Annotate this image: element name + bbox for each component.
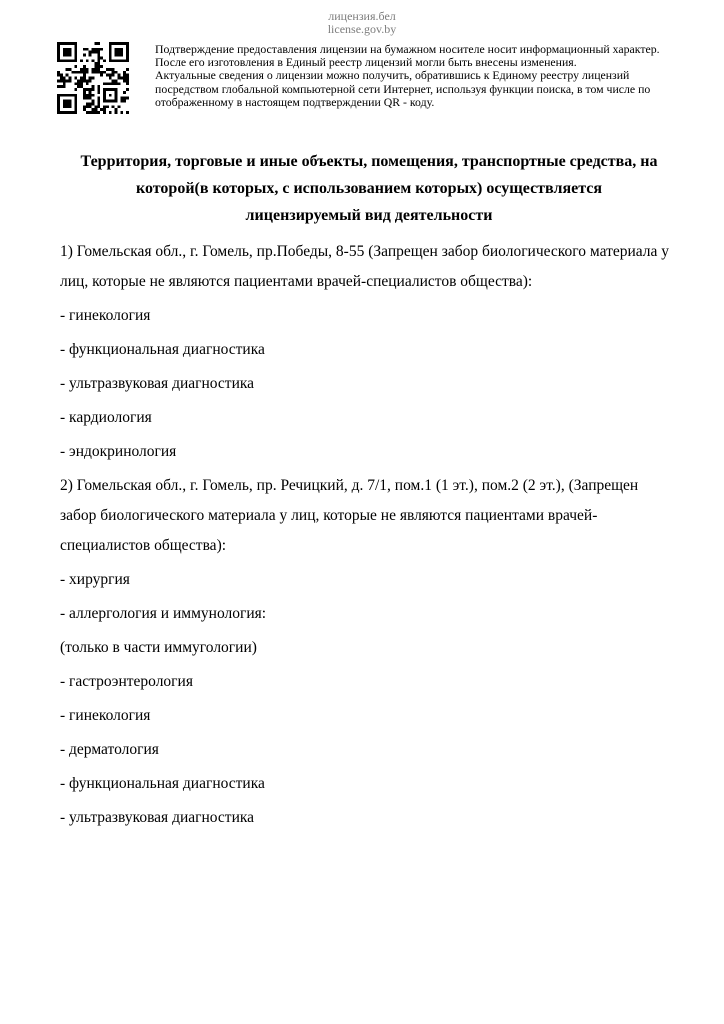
section-2 bbox=[60, 471, 678, 833]
list-item: - функциональная диагностика bbox=[60, 775, 265, 792]
list-item: - кардиология bbox=[60, 409, 152, 426]
section-1 bbox=[60, 237, 678, 467]
qr-code-icon bbox=[57, 42, 129, 114]
list-item: - дерматология bbox=[60, 741, 159, 758]
qr-notice-row bbox=[57, 42, 724, 114]
list-item: - ультразвуковая диагностика bbox=[60, 809, 255, 826]
site-header bbox=[0, 0, 724, 36]
title-line: лицензируемый вид деятельности bbox=[245, 207, 493, 224]
list-item: - гинекология bbox=[60, 707, 151, 724]
section-intro: 2) Гомельская обл., г. Гомель, пр. Речицкий, д. 7/1, пом.1 (1 эт.), пом.2 (2 эт.), (Запрещен забор биологического материала у лиц, которые не являются пациентами врачей-специалистов общества): bbox=[60, 477, 639, 554]
title-line: Территория, торговые и иные объекты, помещения, транспортные средства, на bbox=[80, 153, 658, 170]
list-item: - хирургия bbox=[60, 571, 130, 588]
site-title-ru: лицензия.бел bbox=[328, 9, 396, 23]
notice-line: Актуальные сведения о лицензии можно получить, обратившись к Единому реестру лицензий bbox=[155, 68, 630, 83]
list-item: - гинекология bbox=[60, 307, 151, 324]
list-item: - эндокринология bbox=[60, 443, 177, 460]
document-body bbox=[60, 237, 678, 833]
license-notice bbox=[155, 42, 660, 109]
notice-line: отображенному в настоящем подтверждении QR - коду. bbox=[155, 94, 435, 109]
notice-line: Подтверждение предоставления лицензии на бумажном носителе носит информационный характер. bbox=[155, 42, 660, 56]
list-item: (только в части иммугологии) bbox=[60, 639, 257, 656]
list-item: - функциональная диагностика bbox=[60, 341, 265, 358]
section-intro: 1) Гомельская обл., г. Гомель, пр.Победы, 8-55 (Запрещен забор биологического материала у лиц, которые не являются пациентами врачей-специалистов общества): bbox=[60, 243, 670, 290]
list-item: - гастроэнтерология bbox=[60, 673, 193, 690]
site-title-en: license.gov.by bbox=[327, 22, 397, 36]
document-title bbox=[60, 148, 678, 229]
list-item: - аллергология и иммунология: bbox=[60, 605, 267, 622]
notice-line: посредством глобальной компьютерной сети Интернет, используя функции поиска, в том числе по bbox=[155, 81, 651, 96]
list-item: - ультразвуковая диагностика bbox=[60, 375, 255, 392]
notice-line: После его изготовления в Единый реестр лицензий могли быть внесены изменения. bbox=[155, 55, 577, 70]
title-line: которой(в которых, с использованием которых) осуществляется bbox=[135, 180, 603, 197]
